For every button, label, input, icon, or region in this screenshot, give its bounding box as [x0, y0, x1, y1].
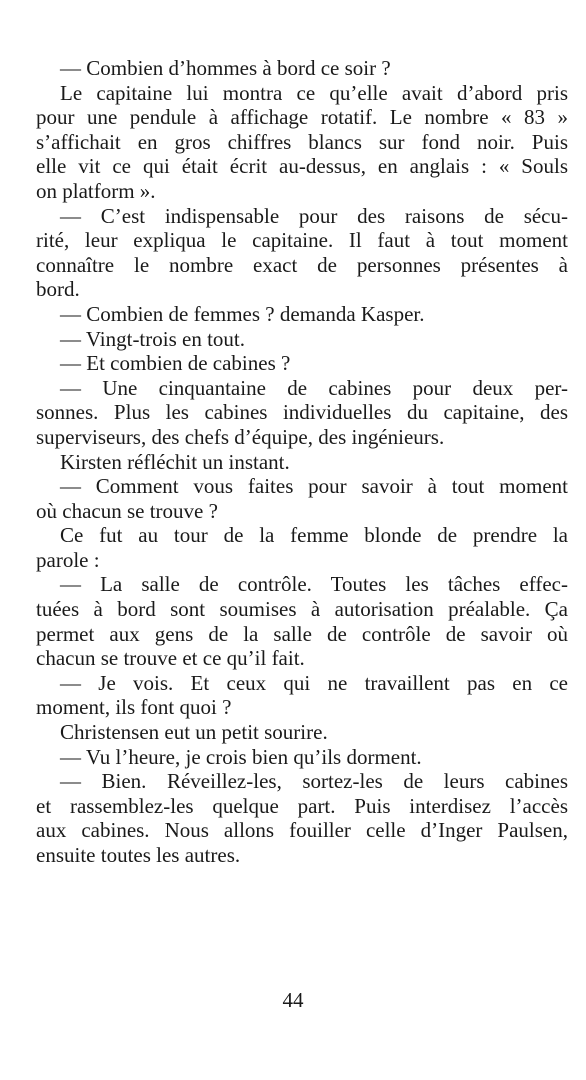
- text-line: ensuite toutes les autres.: [36, 843, 241, 867]
- page-body: [36, 56, 568, 868]
- text-line: rité, leur expliqua le capitaine. Il faut à tout moment: [36, 228, 568, 253]
- text-line: — Combien de femmes ? demanda Kasper.: [60, 301, 425, 326]
- text-line: elle vit ce qui était écrit au-dessus, en anglais : « Souls: [36, 154, 568, 179]
- text-line: — Une cinquantaine de cabines pour deux per-: [60, 375, 568, 400]
- text-line: aux cabines. Nous allons fouiller celle d’Inger Paulsen,: [36, 818, 568, 843]
- text-line: — C’est indispensable pour des raisons de sécu-: [60, 203, 568, 228]
- text-line: Christensen eut un petit sourire.: [60, 720, 328, 745]
- text-line: — Et combien de cabines ?: [60, 351, 291, 376]
- text-line: — Vu l’heure, je crois bien qu’ils dorment.: [60, 744, 422, 769]
- text-line: — Vingt-trois en tout.: [60, 326, 246, 351]
- text-line: — Comment vous faites pour savoir à tout moment: [60, 474, 568, 499]
- page-number: 44: [282, 988, 304, 1012]
- text-line: connaître le nombre exact de personnes présentes à: [36, 252, 568, 277]
- text-line: — Je vois. Et ceux qui ne travaillent pas en ce: [60, 670, 568, 695]
- text-line: s’affichait en gros chiffres blancs sur fond noir. Puis: [36, 129, 568, 154]
- text-line: permet aux gens de la salle de contrôle de savoir où: [36, 621, 568, 646]
- text-line: tuées à bord sont soumises à autorisation préalable. Ça: [36, 597, 568, 622]
- text-line: bord.: [36, 277, 80, 302]
- text-line: — Combien d’hommes à bord ce soir ?: [60, 56, 391, 80]
- text-line: on platform ».: [36, 178, 156, 203]
- text-line: Kirsten réfléchit un instant.: [60, 449, 290, 474]
- text-line: sonnes. Plus les cabines individuelles du capitaine, des: [36, 400, 568, 425]
- text-line: et rassemblez-les quelque part. Puis interdisez l’accès: [36, 793, 568, 818]
- text-line: — Bien. Réveillez-les, sortez-les de leurs cabines: [60, 769, 568, 794]
- text-line: parole :: [36, 547, 100, 572]
- text-line: chacun se trouve et ce qu’il fait.: [36, 646, 305, 671]
- text-line: Le capitaine lui montra ce qu’elle avait d’abord pris: [60, 80, 568, 105]
- text-line: Ce fut au tour de la femme blonde de prendre la: [60, 523, 568, 548]
- text-line: superviseurs, des chefs d’équipe, des ingénieurs.: [36, 424, 445, 449]
- text-line: — La salle de contrôle. Toutes les tâches effec-: [60, 572, 568, 597]
- text-line: moment, ils font quoi ?: [36, 695, 232, 720]
- text-line: où chacun se trouve ?: [36, 498, 218, 523]
- text-line: pour une pendule à affichage rotatif. Le nombre « 83 »: [36, 105, 568, 130]
